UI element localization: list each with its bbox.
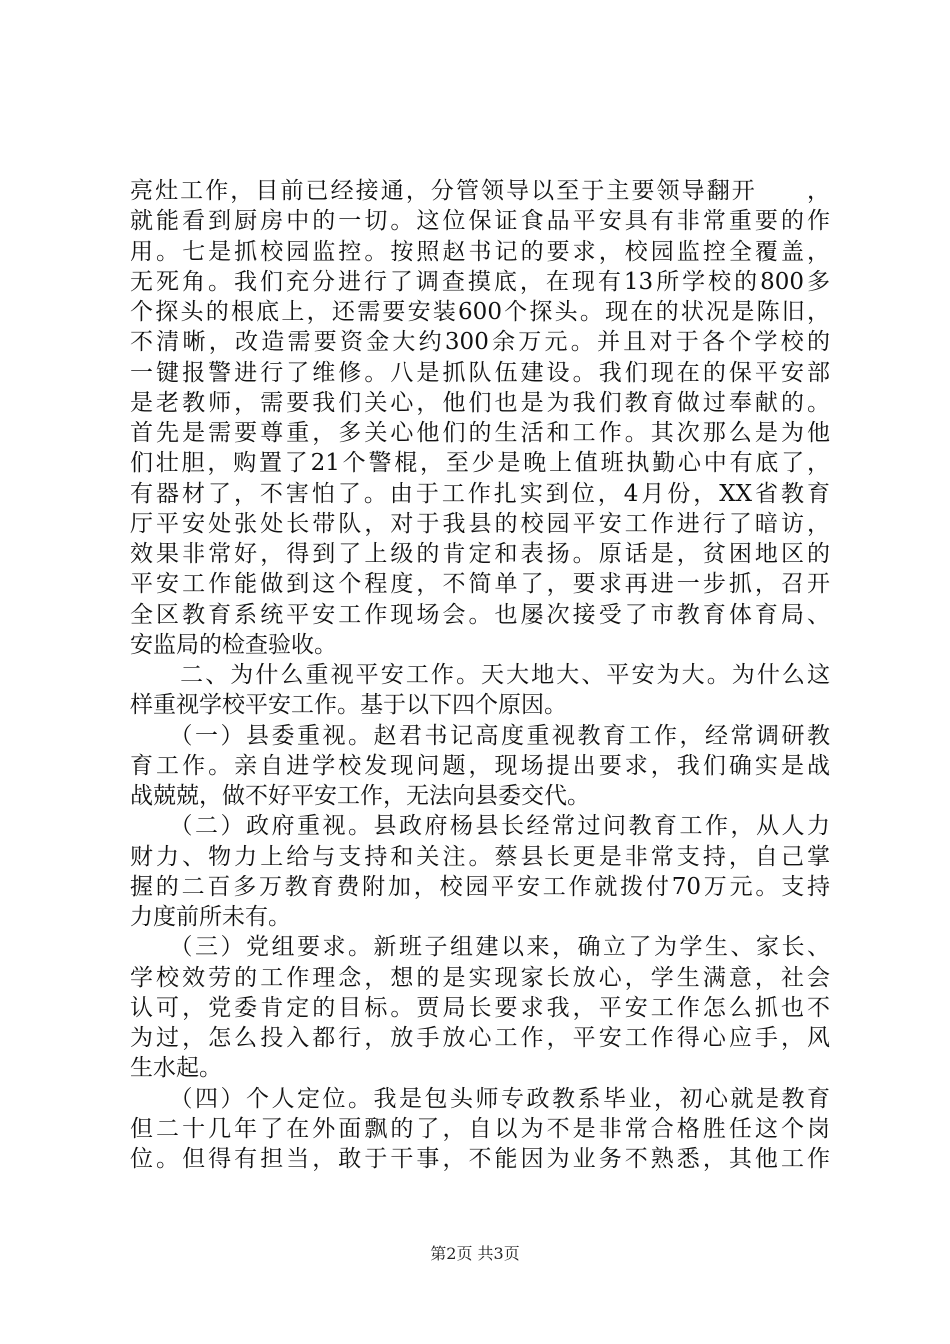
text-line: （二）政府重视。县政府杨县长经常过问教育工作，从人力 — [130, 813, 830, 840]
text-line: 育工作。亲自进学校发现问题，现场提出要求，我们确实是战 — [130, 752, 830, 779]
text-line: （一）县委重视。赵君书记高度重视教育工作，经常调研教 — [130, 722, 830, 749]
text-line: 首先是需要尊重，多关心他们的生活和工作。其次那么是为他 — [130, 420, 830, 446]
text-line: 位。但得有担当，敢于干事，不能因为业务不熟悉，其他工作 — [130, 1146, 830, 1172]
text-line: 厅平安处张处长带队，对于我县的校园平安工作进行了暗访， — [130, 510, 830, 537]
text-line: 一键报警进行了维修。八是抓队伍建设。我们现在的保平安部 — [130, 359, 830, 386]
text-line: 但二十几年了在外面飘的了，自以为不是非常合格胜任这个岗 — [130, 1115, 830, 1142]
text-line: 二、为什么重视平安工作。天大地大、平安为大。为什么这 — [130, 662, 830, 688]
body-text — [130, 176, 830, 1174]
text-line: 财力、物力上给与支持和关注。蔡县长更是非常支持，自己掌 — [130, 843, 830, 870]
text-line: 为过，怎么投入都行，放手放心工作，平安工作得心应手，风 — [130, 1025, 830, 1051]
text-line: 用。七是抓校园监控。按照赵书记的要求，校园监控全覆盖， — [130, 238, 830, 265]
text-line: 效果非常好，得到了上级的肯定和表扬。原话是，贫困地区的 — [130, 541, 830, 567]
text-line: 无死角。我们充分进行了调查摸底，在现有13所学校的800多 — [130, 268, 830, 295]
page-footer: 第2页 共3页 — [430, 1244, 520, 1263]
text-line: 战兢兢，做不好平安工作，无法向县委交代。 — [130, 783, 590, 809]
text-line: 个探头的根底上，还需要安装600个探头。现在的状况是陈旧， — [130, 299, 830, 325]
text-line: 安监局的检查验收。 — [130, 631, 337, 658]
text-line: 认可，党委肯定的目标。贾局长要求我，平安工作怎么抓也不 — [130, 994, 830, 1021]
text-line: 样重视学校平安工作。基于以下四个原因。 — [130, 692, 567, 719]
text-line: 有器材了，不害怕了。由于工作扎实到位，4月份，XX省教育 — [130, 480, 830, 507]
text-line: 学校效劳的工作理念，想的是实现家长放心，学生满意，社会 — [130, 964, 830, 991]
text-line: （三）党组要求。新班子组建以来，确立了为学生、家长、 — [130, 934, 830, 961]
text-line: 全区教育系统平安工作现场会。也屡次接受了市教育体育局、 — [130, 601, 830, 628]
text-line: 握的二百多万教育费附加，校园平安工作就拨付70万元。支持 — [130, 873, 830, 900]
text-line: 亮灶工作，目前已经接通，分管领导以至于主要领导翻开 ， — [130, 178, 830, 204]
text-line: 是老教师，需要我们关心，他们也是为我们教育做过奉献的。 — [130, 389, 830, 416]
text-line: 不清晰，改造需要资金大约300余万元。并且对于各个学校的 — [130, 329, 830, 356]
text-line: 生水起。 — [130, 1055, 222, 1082]
text-line: 平安工作能做到这个程度，不简单了，要求再进一步抓，召开 — [130, 571, 830, 598]
text-line: 力度前所未有。 — [130, 904, 291, 930]
text-line: 们壮胆，购置了21个警棍，至少是晚上值班执勤心中有底了， — [130, 450, 830, 477]
text-line: 就能看到厨房中的一切。这位保证食品平安具有非常重要的作 — [130, 208, 830, 235]
text-line: （四）个人定位。我是包头师专政教系毕业，初心就是教育 — [130, 1085, 830, 1112]
